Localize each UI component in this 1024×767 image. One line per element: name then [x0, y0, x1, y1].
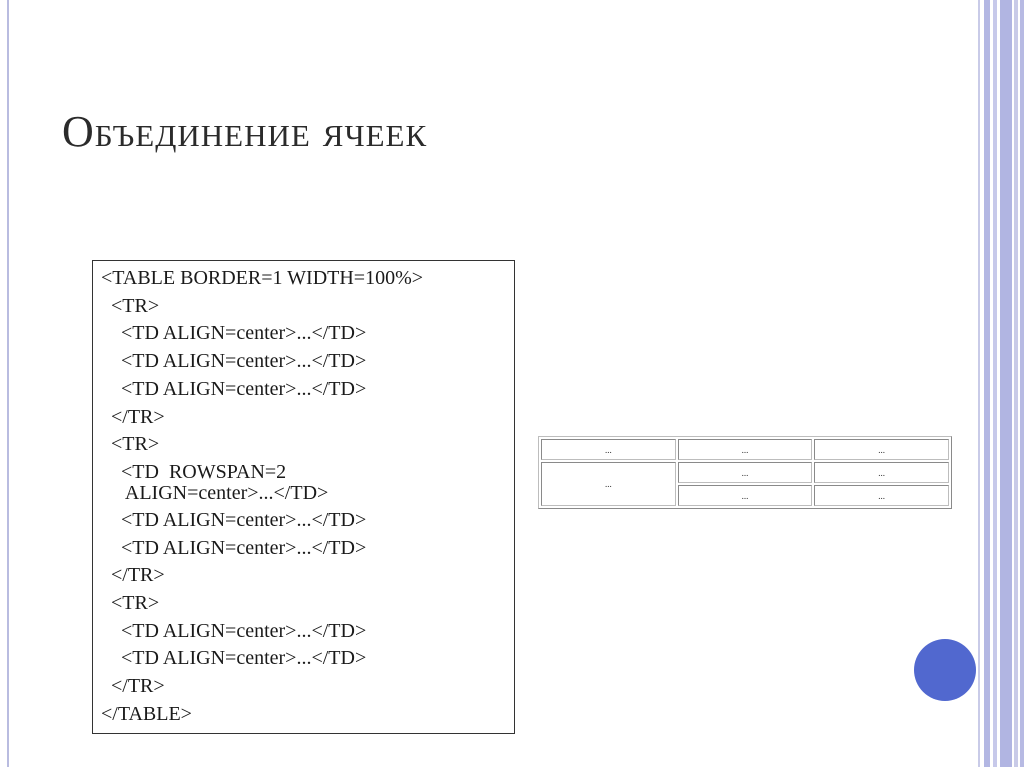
- code-line: <TD ALIGN=center>...</TD>: [101, 647, 367, 670]
- code-line: <TR>: [101, 433, 160, 456]
- table-cell: ...: [541, 439, 676, 460]
- code-line: <TD ALIGN=center>...</TD>: [101, 536, 367, 559]
- code-listing-box: [92, 260, 515, 734]
- decorative-circle: [914, 639, 976, 701]
- code-line: <TD ALIGN=center>...</TD>: [101, 350, 367, 373]
- code-line: <TR>: [101, 592, 160, 615]
- table-cell: ...: [814, 485, 949, 506]
- code-line: <TD ALIGN=center>...</TD>: [101, 619, 367, 642]
- decorative-stripe: [1000, 0, 1012, 767]
- code-line: <TD ROWSPAN=2: [101, 460, 287, 483]
- table-row: [541, 439, 949, 460]
- slide-title: Объединение ячеек: [62, 107, 428, 156]
- code-line: </TR>: [101, 675, 165, 698]
- decorative-stripe: [984, 0, 990, 767]
- code-line: </TR>: [101, 564, 165, 587]
- decorative-stripe: [978, 0, 980, 767]
- decorative-stripe: [1014, 0, 1018, 767]
- table-cell: ...: [678, 485, 813, 506]
- table-cell: ...: [814, 439, 949, 460]
- code-line: </TR>: [101, 405, 165, 428]
- table-cell: ...: [814, 462, 949, 483]
- table-cell: ...: [678, 439, 813, 460]
- rowspan-demo-table: [538, 436, 952, 509]
- code-line: ALIGN=center>...</TD>: [101, 481, 329, 504]
- table-cell-rowspan: ...: [541, 462, 676, 506]
- code-line: <TD ALIGN=center>...</TD>: [101, 377, 367, 400]
- decorative-stripe: [1020, 0, 1024, 767]
- code-line: <TR>: [101, 294, 160, 317]
- table-row: [541, 462, 949, 483]
- table-cell: ...: [678, 462, 813, 483]
- code-line: <TD ALIGN=center>...</TD>: [101, 322, 367, 345]
- code-line: <TABLE BORDER=1 WIDTH=100%>: [101, 267, 424, 289]
- left-border-line: [7, 0, 9, 767]
- code-line: <TD ALIGN=center>...</TD>: [101, 508, 367, 531]
- decorative-stripe: [993, 0, 997, 767]
- code-line: </TABLE>: [101, 702, 192, 725]
